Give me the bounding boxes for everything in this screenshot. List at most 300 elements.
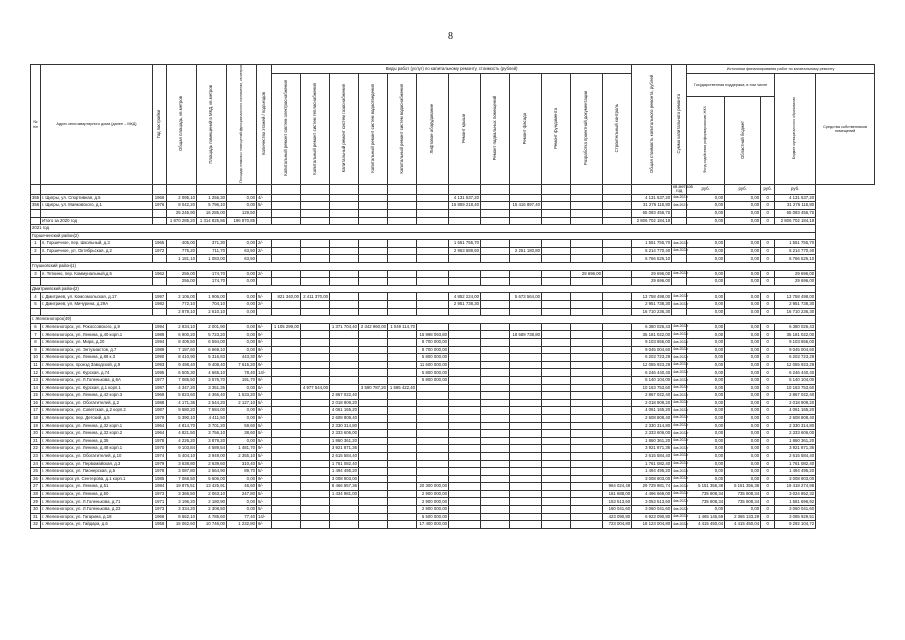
cell-tot: 1 551 755,70 <box>632 240 672 248</box>
unit-blank <box>153 185 167 195</box>
cell-w9: 15 416 897,40 <box>510 202 542 210</box>
cell-w10 <box>542 354 571 362</box>
cell-s4: 16 710 236,30 <box>775 308 816 316</box>
capital-repair-table <box>30 64 875 529</box>
cell-w2 <box>301 354 330 362</box>
cell-w10 <box>542 407 571 415</box>
cell-w8 <box>481 475 510 483</box>
cell-dt: 4кв.2022г <box>672 346 687 354</box>
cell-w6: 8 700 000,00 <box>417 346 449 354</box>
cell-dt: 4кв.2022г <box>672 407 687 415</box>
cell-w12 <box>603 376 632 384</box>
cell-w1 <box>272 194 301 202</box>
cell-s1: 0,00 <box>687 194 725 202</box>
cell-no: 29 <box>31 498 41 506</box>
cell-w6 <box>417 278 449 286</box>
unit-blank <box>571 185 603 195</box>
cell-addr: г. Дмитриев, ул. Комсомольская, д.17 <box>41 293 153 301</box>
cell-w6 <box>417 430 449 438</box>
cell-w11 <box>571 301 603 309</box>
cell-w8 <box>481 521 510 529</box>
cell-s1: 0,00 <box>687 240 725 248</box>
cell-w1 <box>272 278 301 286</box>
cell-w10 <box>542 323 571 331</box>
cell-s4: 3 024 852,32 <box>775 490 816 498</box>
fin-group-header: Источники финансирования работ по капитальному ремонту <box>687 65 875 74</box>
cell-addr: г. Железногорск, ул. Обогатителей, д.2 <box>41 399 153 407</box>
cell-year: 1989 <box>153 331 167 339</box>
cell-s3: 0 <box>761 521 775 529</box>
cell-s4: 2 806 702 184,18 <box>775 217 816 225</box>
table-row <box>31 498 875 506</box>
cell-w10 <box>542 270 571 278</box>
cell-s2: 0,00 <box>725 278 761 286</box>
cell-w12 <box>603 293 632 301</box>
cell-w12: 964 024,48 <box>603 483 632 491</box>
cell-s1: 0,00 <box>687 369 725 377</box>
cell-w2 <box>301 255 330 263</box>
cell-w1 <box>272 376 301 384</box>
cell-s4: 3 008 903,00 <box>775 475 816 483</box>
cell-tot: 29 729 981,74 <box>632 483 672 491</box>
table-row <box>31 194 875 202</box>
cell-w5 <box>388 392 417 400</box>
cell-s3: 0 <box>761 445 775 453</box>
cell-aa: 174,70 <box>197 270 227 278</box>
unit-blank <box>417 185 449 195</box>
cell-w12 <box>603 369 632 377</box>
cell-w2 <box>301 468 330 476</box>
cell-w12 <box>603 346 632 354</box>
cell-w7 <box>449 308 481 316</box>
table-row <box>31 452 875 460</box>
cell-w10 <box>542 490 571 498</box>
cell-w10 <box>542 240 571 248</box>
cell-w11 <box>571 194 603 202</box>
cell-w6 <box>417 407 449 415</box>
cell-w6: 15 998 093,80 <box>417 331 449 339</box>
cell-na: 78,40 <box>227 369 257 377</box>
cell-w6 <box>417 384 449 392</box>
cell-tot: 13 758 498,00 <box>632 293 672 301</box>
cell-w9 <box>510 194 542 202</box>
cell-s2: 0,00 <box>725 422 761 430</box>
cell-dt: 4кв.2022г <box>672 331 687 339</box>
cell-no: 24 <box>31 460 41 468</box>
cell-w5 <box>388 255 417 263</box>
cell-w9 <box>510 399 542 407</box>
cell-w8 <box>481 384 510 392</box>
cell-aa: 174,70 <box>197 278 227 286</box>
cell-na: 247,80 <box>227 490 257 498</box>
unit-blank <box>632 185 672 195</box>
unit-rub: руб. <box>725 185 761 195</box>
cell-w9: 2 251 180,80 <box>510 247 542 255</box>
cell-w10 <box>542 392 571 400</box>
cell-addr: г. Железногорск, ул. Первомайская, д.3 <box>41 460 153 468</box>
cell-fl: 14/- <box>257 369 272 377</box>
cell-tot: 2 608 808,40 <box>632 414 672 422</box>
unit-blank <box>167 185 197 195</box>
cell-w7 <box>449 437 481 445</box>
cell-w2 <box>301 339 330 347</box>
cell-fl: 14/- <box>257 513 272 521</box>
cell-aa: 704,10 <box>197 301 227 309</box>
cell-w5 <box>388 339 417 347</box>
section-row <box>31 225 875 233</box>
cell-no: 28 <box>31 490 41 498</box>
cell-ta: 4 226,20 <box>167 437 197 445</box>
cell-w3 <box>330 369 359 377</box>
cell-w4 <box>359 346 388 354</box>
cell-w11 <box>571 293 603 301</box>
section-title: г. Железногорск(49) <box>31 316 816 324</box>
cell-dt: 4кв.2021г <box>672 202 687 210</box>
cell-s2: 0,00 <box>725 445 761 453</box>
cell-dt: 4кв.2022г <box>672 460 687 468</box>
cell-aa: 3 351,35 <box>197 384 227 392</box>
cell-s1: 0,00 <box>687 209 725 217</box>
cell-na: 63,50 <box>227 247 257 255</box>
cell-w8 <box>481 240 510 248</box>
cell-dt: 4кв.2022г <box>672 452 687 460</box>
section-title: 2021 год <box>31 225 816 233</box>
cell-addr: г. Железногорск, ул. Ленина, д.35 <box>41 437 153 445</box>
cell-w10 <box>542 278 571 286</box>
cell-fl <box>257 209 272 217</box>
cell-w3 <box>330 339 359 347</box>
table-row <box>31 361 875 369</box>
cell-w11 <box>571 217 603 225</box>
cell-addr: г. Железногорск ул. Сентерова, д.1 корп.1 <box>41 475 153 483</box>
cell-w3: 1 371 704,40 <box>330 323 359 331</box>
cell-w6 <box>417 217 449 225</box>
cell-w3 <box>330 513 359 521</box>
cell-no: 11 <box>31 361 41 369</box>
cell-w3: 1 761 082,40 <box>330 460 359 468</box>
cell-na: 0,00 <box>227 498 257 506</box>
cell-tot: 3 060 041,60 <box>632 506 672 514</box>
cell-dt: 4кв.2022г <box>672 376 687 384</box>
cell-aa: 5 316,83 <box>197 354 227 362</box>
cell-w8 <box>481 301 510 309</box>
cell-w7 <box>449 331 481 339</box>
cell-w11 <box>571 513 603 521</box>
cell-tot: 6 140 104,00 <box>632 376 672 384</box>
cell-w7 <box>449 270 481 278</box>
cell-year: 1990 <box>153 354 167 362</box>
cell-w8 <box>481 339 510 347</box>
cell-w6: 6 500 000,00 <box>417 513 449 521</box>
cell-s3: 0 <box>761 361 775 369</box>
table-row <box>31 392 875 400</box>
section-row <box>31 285 875 293</box>
cell-w5 <box>388 247 417 255</box>
cell-aa: 371,30 <box>197 240 227 248</box>
cell-year: 1973 <box>153 506 167 514</box>
cell-w2 <box>301 194 330 202</box>
cell-s2: 0,00 <box>725 460 761 468</box>
cell-w6: 5 800 000,00 <box>417 376 449 384</box>
cell-s1: 0,00 <box>687 361 725 369</box>
cell-s2: 2 365 133,29 <box>725 513 761 521</box>
cell-s3: 0 <box>761 468 775 476</box>
cell-w5 <box>388 468 417 476</box>
cell-w10 <box>542 247 571 255</box>
cell-tot: 6 246 440,40 <box>632 369 672 377</box>
cell-s4: 65 083 456,70 <box>775 209 816 217</box>
cell-w3 <box>330 202 359 210</box>
cell-addr: г. Железногорск, ул. Обогатителей, д.10 <box>41 452 153 460</box>
cell-tot: 65 083 456,70 <box>632 209 672 217</box>
cell-w1 <box>272 506 301 514</box>
cell-w7: 4 131 537,20 <box>449 194 481 202</box>
cell-w12 <box>603 430 632 438</box>
cell-w10 <box>542 498 571 506</box>
cell-w1 <box>272 422 301 430</box>
cell-dt: 4кв.2022г <box>672 468 687 476</box>
cell-w2 <box>301 452 330 460</box>
cell-s4: 3 060 041,60 <box>775 506 816 514</box>
cell-na: 38,60 <box>227 430 257 438</box>
col-address: Адрес многоквартирного дома (далее – МКД) <box>41 65 153 185</box>
cell-w5 <box>388 452 417 460</box>
cell-w1 <box>272 399 301 407</box>
cell-no: 2 <box>31 247 41 255</box>
cell-w8 <box>481 468 510 476</box>
cell-fl <box>257 255 272 263</box>
cell-w4 <box>359 194 388 202</box>
cell-tot: 2 806 702 184,18 <box>632 217 672 225</box>
cell-w6 <box>417 293 449 301</box>
cell-na: 1 232,80 <box>227 521 257 529</box>
cell-aa: 5 723,20 <box>197 331 227 339</box>
cell-ta: 7 085,50 <box>167 376 197 384</box>
section-title: Глушковский район(1) <box>31 263 816 271</box>
cell-fl: 9/- <box>257 483 272 491</box>
cell-w9 <box>510 392 542 400</box>
cell-fl: 5/- <box>257 399 272 407</box>
cell-w4 <box>359 331 388 339</box>
cell-s4: 1 860 361,20 <box>775 437 816 445</box>
col-w11: Разработка проектной документации <box>571 74 603 185</box>
cell-w12: 723 004,80 <box>603 521 632 529</box>
cell-ta: 4 814,70 <box>167 422 197 430</box>
cell-w8 <box>481 331 510 339</box>
state-support-header: Государственная поддержка, в том числе <box>687 74 775 97</box>
cell-w9 <box>510 376 542 384</box>
cell-w2 <box>301 202 330 210</box>
cell-year: 1965 <box>153 240 167 248</box>
cell-na: 0,00 <box>227 339 257 347</box>
cell-year: 1984 <box>153 483 167 491</box>
cell-s3: 0 <box>761 240 775 248</box>
cell-na: 0,00 <box>227 293 257 301</box>
cell-s4: 4 061 165,20 <box>775 407 816 415</box>
cell-w6 <box>417 392 449 400</box>
cell-fl: 5/- <box>257 498 272 506</box>
cell-w10 <box>542 346 571 354</box>
cell-ta: 8 042,20 <box>167 202 197 210</box>
cell-tot: 6 203 723,29 <box>632 354 672 362</box>
cell-w12 <box>603 437 632 445</box>
cell-w3 <box>330 498 359 506</box>
cell-tot: 10 163 753,60 <box>632 384 672 392</box>
cell-w5 <box>388 308 417 316</box>
cell-w3: 4 061 165,20 <box>330 407 359 415</box>
cell-aa: 2 308,50 <box>197 506 227 514</box>
cell-dt: 4кв.2022г <box>672 240 687 248</box>
cell-w3: 2 608 808,40 <box>330 414 359 422</box>
cell-w10 <box>542 202 571 210</box>
cell-s3: 0 <box>761 384 775 392</box>
cell-s3: 0 <box>761 437 775 445</box>
cell-tot: 1 494 495,20 <box>632 468 672 476</box>
cell-w10 <box>542 422 571 430</box>
cell-w5 <box>388 278 417 286</box>
cell-w8 <box>481 247 510 255</box>
cell-ta: 8 409,50 <box>167 339 197 347</box>
cell-w6 <box>417 452 449 460</box>
cell-dt: 4кв.2022г <box>672 339 687 347</box>
cell-w5 <box>388 399 417 407</box>
cell-w3 <box>330 308 359 316</box>
cell-na: 129,50 <box>227 209 257 217</box>
cell-w10 <box>542 293 571 301</box>
cell-w10 <box>542 209 571 217</box>
cell-w2 <box>301 217 330 225</box>
cell-w3: 1 860 361,20 <box>330 437 359 445</box>
cell-s2: 4 415 450,04 <box>725 521 761 529</box>
cell-w2 <box>301 392 330 400</box>
cell-w6 <box>417 209 449 217</box>
cell-s4: 2 867 022,40 <box>775 392 816 400</box>
cell-no: 356 <box>32 202 40 208</box>
cell-w7 <box>449 521 481 529</box>
unit-blank <box>449 185 481 195</box>
cell-w2 <box>301 323 330 331</box>
cell-w2: 4 977 544,00 <box>301 384 330 392</box>
cell-addr: г. Железногорск, ул. Ленина, д.50 <box>41 490 153 498</box>
cell-w3 <box>330 293 359 301</box>
cell-na: 0,00 <box>227 475 257 483</box>
cell-w4 <box>359 483 388 491</box>
cell-w11 <box>571 460 603 468</box>
cell-w12 <box>603 339 632 347</box>
cell-w6: 17 400 000,00 <box>417 521 449 529</box>
col-floors: Количество этажей / подъездов <box>257 65 272 185</box>
cell-s1: 0,00 <box>687 323 725 331</box>
cell-w5 <box>388 506 417 514</box>
table-row <box>31 513 875 521</box>
cell-dt <box>672 278 687 286</box>
cell-w1 <box>272 490 301 498</box>
cell-ta: 8 662,10 <box>167 513 197 521</box>
cell-year <box>153 308 167 316</box>
subtotal-row <box>31 308 875 316</box>
cell-dt: 4кв.2022г <box>672 323 687 331</box>
col-local-sub <box>761 97 775 185</box>
cell-ta: 7 187,60 <box>167 346 197 354</box>
cell-w3: 8 466 957,36 <box>330 483 359 491</box>
cell-s3: 0 <box>761 452 775 460</box>
cell-s2: 0,00 <box>725 376 761 384</box>
cell-s3: 0 <box>761 460 775 468</box>
cell-ta: 9 103,84 <box>167 445 197 453</box>
cell-no: 31 <box>31 513 41 521</box>
cell-dt: 4кв.2022г <box>672 247 687 255</box>
cell-s3: 0 <box>761 346 775 354</box>
cell-w2 <box>301 430 330 438</box>
cell-w4 <box>359 376 388 384</box>
cell-no: 16 <box>31 399 41 407</box>
cell-s4: 3 921 871,36 <box>775 445 816 453</box>
cell-addr: г. Железногорск, ул. Гайдара, д.6 <box>41 521 153 529</box>
cell-w7 <box>449 414 481 422</box>
cell-year: 1988 <box>153 399 167 407</box>
cell-w1 <box>272 407 301 415</box>
cell-fl: 9/- <box>257 346 272 354</box>
cell-w3 <box>330 270 359 278</box>
cell-w12 <box>603 422 632 430</box>
cell-w10 <box>542 361 571 369</box>
cell-s2: 0,00 <box>725 308 761 316</box>
cell-w5 <box>388 445 417 453</box>
cell-w3: 2 615 584,40 <box>330 452 359 460</box>
cell-w11 <box>571 399 603 407</box>
cell-w2 <box>301 414 330 422</box>
cell-w11 <box>571 445 603 453</box>
cell-s3: 0 <box>761 278 775 286</box>
cell-s2: 0,00 <box>725 217 761 225</box>
unit-blank <box>359 185 388 195</box>
cell-w4 <box>359 392 388 400</box>
col-w6: Лифтовое оборудование <box>417 74 449 185</box>
cell-s1: 1 465 145,59 <box>687 513 725 521</box>
cell-w4 <box>359 506 388 514</box>
cell-w12 <box>603 255 632 263</box>
cell-s4: 12 055 923,29 <box>775 361 816 369</box>
cell-w12 <box>603 414 632 422</box>
table-row <box>31 240 875 248</box>
cell-w5: 1 049 114,70 <box>388 323 417 331</box>
table-row <box>31 475 875 483</box>
cell-w4 <box>359 452 388 460</box>
cell-s2: 0,00 <box>725 399 761 407</box>
cell-w4 <box>359 240 388 248</box>
cell-aa: 4 665,10 <box>197 369 227 377</box>
cell-w7 <box>449 346 481 354</box>
cell-tot: 29 696,00 <box>632 278 672 286</box>
cell-w6 <box>417 270 449 278</box>
cell-s1: 0,00 <box>687 293 725 301</box>
cell-s2: 0,00 <box>725 194 761 202</box>
cell-addr <box>41 308 153 316</box>
cell-dt: 4кв.2022г <box>672 521 687 529</box>
col-total-cost: Общая стоимость капитального ремонта, рублей <box>632 65 672 185</box>
cell-fl: 5/- <box>257 293 272 301</box>
cell-ta: 1 181,10 <box>167 255 197 263</box>
unit-blank <box>197 185 227 195</box>
cell-w9 <box>510 301 542 309</box>
cell-addr: г. Железногорск, ул. Л.Голенькова, д.23 <box>41 506 153 514</box>
cell-w4: 3 590 787,20 <box>359 384 388 392</box>
cell-w7: 1 551 755,70 <box>449 240 481 248</box>
works-group-header: Виды работ (услуг) по капитальному ремонту, стоимость (рублей) <box>272 65 632 74</box>
col-w12: Строительный контроль <box>603 74 632 185</box>
cell-w8 <box>481 422 510 430</box>
cell-w2 <box>301 513 330 521</box>
